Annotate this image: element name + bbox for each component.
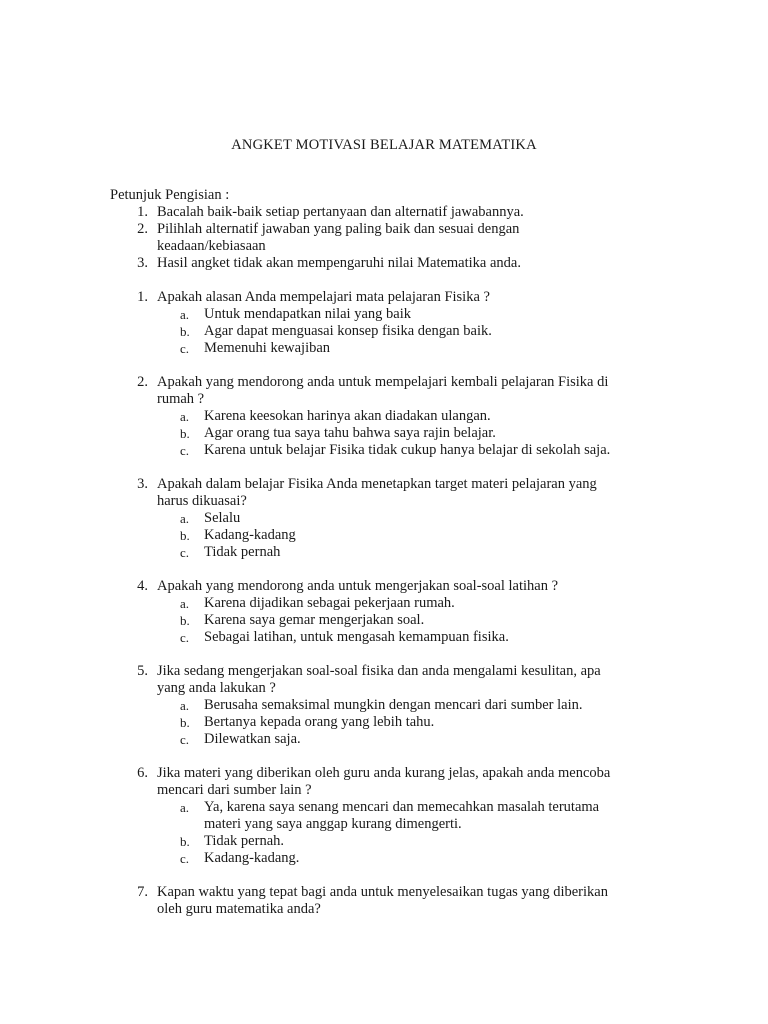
question-text: oleh guru matematika anda?	[157, 901, 321, 917]
option-letter: b.	[180, 834, 190, 849]
option-text: Karena untuk belajar Fisika tidak cukup hanya belajar di sekolah saja.	[204, 442, 611, 458]
option-text: Berusaha semaksimal mungkin dengan mencari dari sumber lain.	[204, 697, 583, 713]
option-letter: c.	[180, 443, 190, 458]
question-number: 7.	[137, 884, 148, 900]
question-text: Kapan waktu yang tepat bagi anda untuk menyelesaikan tugas yang diberikan	[157, 884, 608, 900]
question-text: mencari dari sumber lain ?	[157, 782, 312, 798]
option-letter: c.	[180, 851, 190, 866]
option-letter: c.	[180, 630, 190, 645]
instruction-text: Bacalah baik-baik setiap pertanyaan dan alternatif jawabannya.	[157, 204, 524, 220]
option-letter: a.	[180, 409, 190, 424]
option-letter: b.	[180, 715, 190, 730]
option-text: Karena keesokan harinya akan diadakan ulangan.	[204, 408, 491, 424]
option-text: Agar orang tua saya tahu bahwa saya rajin belajar.	[204, 425, 496, 441]
instruction-text: Hasil angket tidak akan mempengaruhi nilai Matematika anda.	[157, 255, 521, 271]
option-letter: a.	[180, 596, 190, 611]
question-text: Jika materi yang diberikan oleh guru anda kurang jelas, apakah anda mencoba	[157, 765, 611, 781]
instruction-number: 3.	[137, 255, 148, 271]
option-letter: c.	[180, 545, 190, 560]
question-text: Apakah yang mendorong anda untuk mengerjakan soal-soal latihan ?	[157, 578, 559, 594]
option-letter: a.	[180, 698, 190, 713]
option-text: Dilewatkan saja.	[204, 731, 301, 747]
option-text: Kadang-kadang.	[204, 850, 300, 866]
instruction-text: Pilihlah alternatif jawaban yang paling baik dan sesuai dengan	[157, 221, 520, 237]
question-text: Apakah dalam belajar Fisika Anda menetapkan target materi pelajaran yang	[157, 476, 597, 492]
question-text: Apakah alasan Anda mempelajari mata pelajaran Fisika ?	[157, 289, 490, 305]
option-letter: b.	[180, 426, 190, 441]
question-number: 5.	[137, 663, 148, 679]
question-number: 4.	[137, 578, 148, 594]
option-text: Sebagai latihan, untuk mengasah kemampuan fisika.	[204, 629, 509, 645]
option-text: materi yang saya anggap kurang dimengerti.	[204, 816, 462, 832]
option-text: Bertanya kepada orang yang lebih tahu.	[204, 714, 435, 730]
question-number: 6.	[137, 765, 148, 781]
option-letter: a.	[180, 800, 190, 815]
question-number: 2.	[137, 374, 148, 390]
option-letter: b.	[180, 528, 190, 543]
question-text: yang anda lakukan ?	[157, 680, 276, 696]
option-letter: a.	[180, 307, 190, 322]
option-text: Karena saya gemar mengerjakan soal.	[204, 612, 425, 628]
question-text: harus dikuasai?	[157, 493, 247, 509]
document-title: ANGKET MOTIVASI BELAJAR MATEMATIKA	[231, 137, 537, 153]
question-text: rumah ?	[157, 391, 205, 407]
option-letter: c.	[180, 732, 190, 747]
question-number: 1.	[137, 289, 148, 305]
instructions-heading: Petunjuk Pengisian :	[110, 187, 230, 203]
option-text: Karena dijadikan sebagai pekerjaan rumah.	[204, 595, 455, 611]
question-number: 3.	[137, 476, 148, 492]
option-letter: b.	[180, 613, 190, 628]
question-text: Apakah yang mendorong anda untuk mempelajari kembali pelajaran Fisika di	[157, 374, 609, 390]
option-text: Ya, karena saya senang mencari dan memecahkan masalah terutama	[204, 799, 600, 815]
option-text: Tidak pernah	[204, 544, 281, 560]
instruction-number: 2.	[137, 221, 148, 237]
option-letter: c.	[180, 341, 190, 356]
option-text: Tidak pernah.	[204, 833, 285, 849]
instruction-text: keadaan/kebiasaan	[157, 238, 266, 254]
option-text: Selalu	[204, 510, 241, 526]
instruction-number: 1.	[137, 204, 148, 220]
option-letter: a.	[180, 511, 190, 526]
option-text: Kadang-kadang	[204, 527, 296, 543]
option-text: Untuk mendapatkan nilai yang baik	[204, 306, 411, 322]
option-text: Agar dapat menguasai konsep fisika dengan baik.	[204, 323, 492, 339]
question-text: Jika sedang mengerjakan soal-soal fisika dan anda mengalami kesulitan, apa	[157, 663, 601, 679]
option-letter: b.	[180, 324, 190, 339]
option-text: Memenuhi kewajiban	[204, 340, 331, 356]
